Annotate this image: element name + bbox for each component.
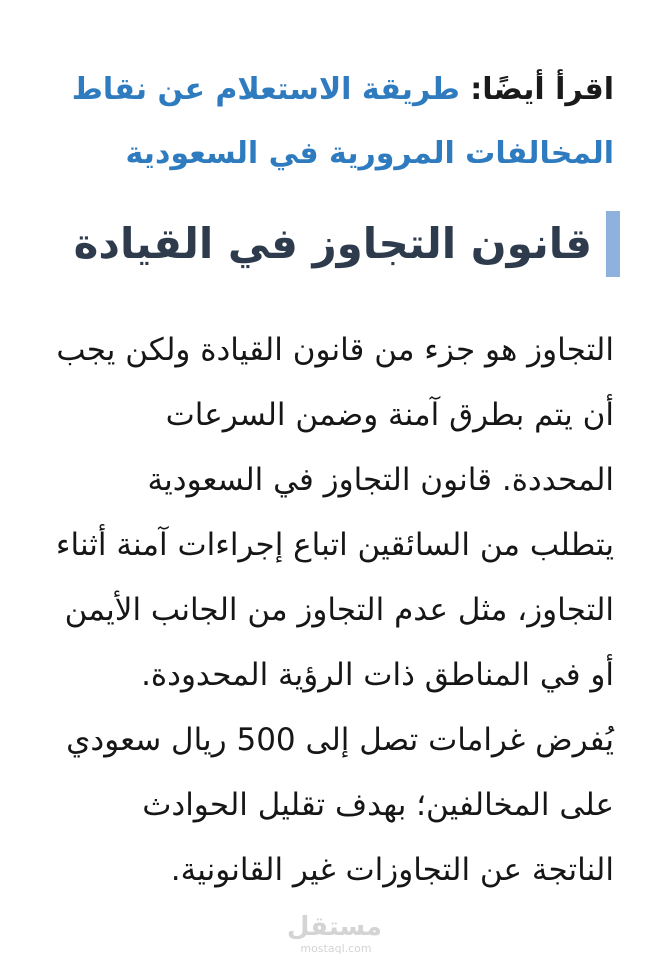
watermark-url: mostaql.com xyxy=(300,942,372,955)
heading-accent-bar xyxy=(606,211,620,277)
watermark-logo: مستقل xyxy=(286,912,382,942)
mostaql-watermark xyxy=(286,912,382,956)
section-heading xyxy=(74,208,620,280)
read-also-prefix: اقرأ أيضًا: xyxy=(459,72,614,107)
section-body-text: التجاوز هو جزء من قانون القيادة ولكن يجب أن يتم بطرق آمنة وضمن السرعات المحددة. قانون التجاوز في السعودية يتطلب من السائقين اتباع إجراءات آمنة أثناء التجاوز، مثل عدم التجاوز من الجانب الأيمن أو في المناطق ذات الرؤية المحدودة. يُفرض غرامات تصل إلى 500 ريال سعودي على المخالفين؛ بهدف تقليل الحوادث الناتجة عن التجاوزات غير القانونية. xyxy=(55,332,614,888)
read-also-link[interactable]: طريقة الاستعلام عن نقاط المخالفات المرورية في السعودية xyxy=(71,72,614,171)
section-title: قانون التجاوز في القيادة xyxy=(73,219,592,268)
read-also-paragraph xyxy=(54,58,614,186)
